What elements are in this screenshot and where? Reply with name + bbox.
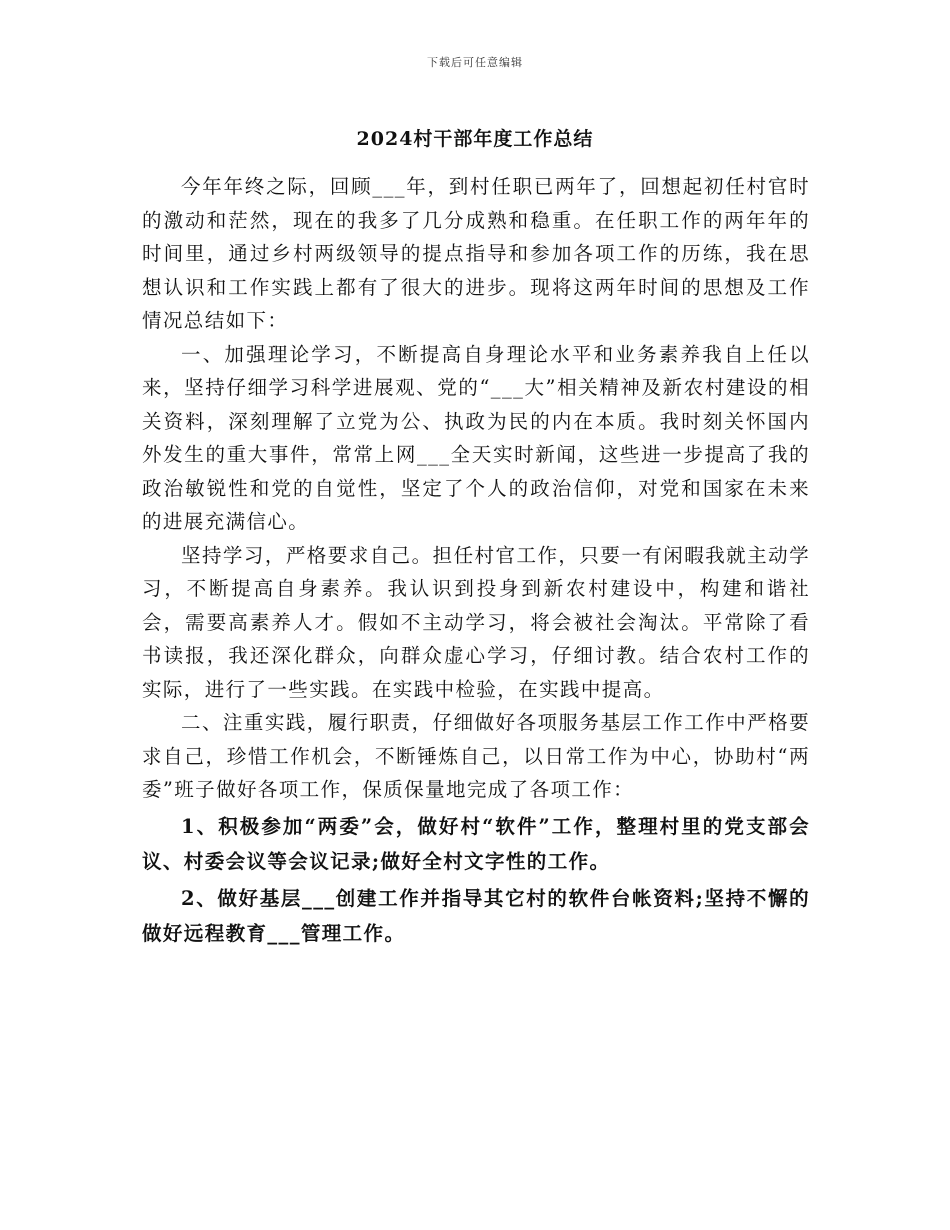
document-body xyxy=(142,170,810,951)
paragraph-persist-learning: 坚持学习，严格要求自己。担任村官工作，只要一有闲暇我就主动学习，不断提高自身素养。我认识到投身到新农村建设中，构建和谐社会，需要高素养人才。假如不主动学习，将会被社会淘汰。平常除了看书读报，我还深化群众，向群众虚心学习，仔细讨教。结合农村工作的实际，进行了一些实践。在实践中检验，在实践中提高。 xyxy=(142,543,810,701)
document-title: 2024村干部年度工作总结 xyxy=(356,128,594,150)
paragraph-item-1: 1、积极参加“两委”会，做好村“软件”工作，整理村里的党支部会议、村委会议等会议记录;做好全村文字性的工作。 xyxy=(142,814,810,873)
paragraph-theory-study: 一、加强理论学习，不断提高自身理论水平和业务素养我自上任以来，坚持仔细学习科学进展观、党的“___大”相关精神及新农村建设的相关资料，深刻理解了立党为公、执政为民的内在本质。我时刻关怀国内外发生的重大事件，常常上网___全天实时新闻，这些进一步提高了我的政治敏锐性和党的自觉性，坚定了个人的政治信仰，对党和国家在未来的进展充满信心。 xyxy=(142,342,810,533)
paragraph-practice-duties: 二、注重实践，履行职责，仔细做好各项服务基层工作工作中严格要求自己，珍惜工作机会，不断锤炼自己，以日常工作为中心，协助村“两委”班子做好各项工作，保质保量地完成了各项工作： xyxy=(142,711,810,801)
paragraph-intro: 今年年终之际，回顾___年，到村任职已两年了，回想起初任村官时的激动和茫然，现在的我多了几分成熟和稳重。在任职工作的两年年的时间里，通过乡村两级领导的提点指导和参加各项工作的历练，我在思想认识和工作实践上都有了很大的进步。现将这两年时间的思想及工作情况总结如下： xyxy=(142,175,810,332)
header-note: 下载后可任意编辑 xyxy=(427,56,523,69)
paragraph-item-2: 2、做好基层___创建工作并指导其它村的软件台帐资料;坚持不懈的做好远程教育___管理工作。 xyxy=(142,886,810,945)
